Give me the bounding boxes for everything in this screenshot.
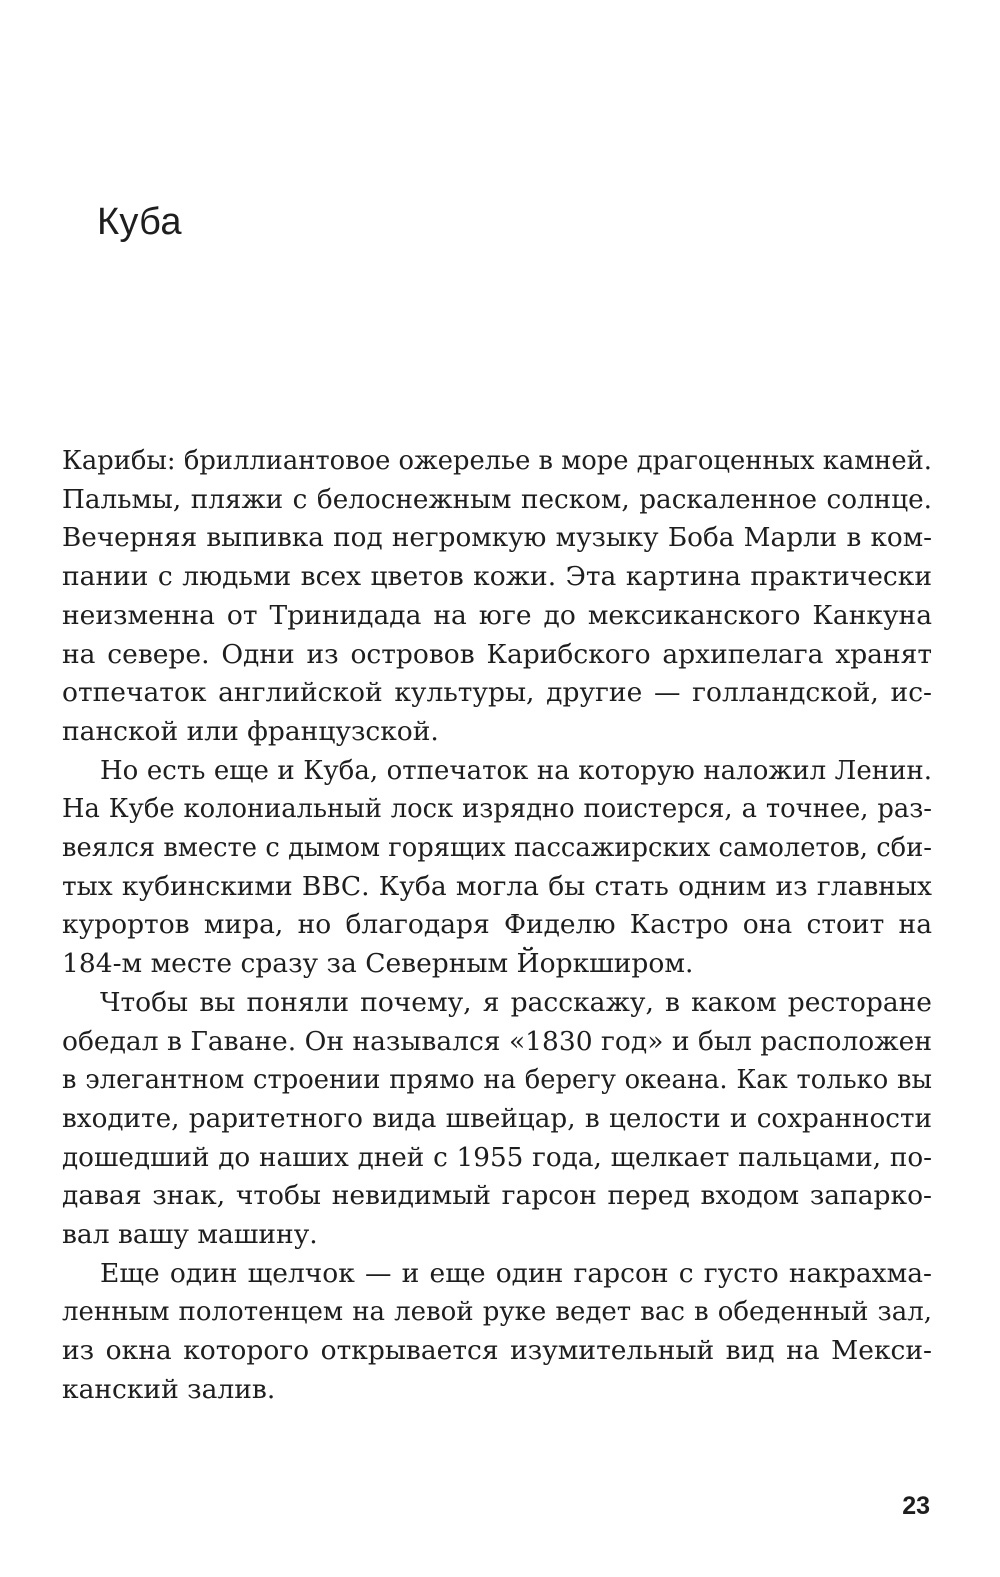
text-line: веялся вместе с дымом горящих пассажирских самолетов, сби- bbox=[62, 833, 932, 864]
text-line: дошедший до наших дней с 1955 года, щелкает пальцами, по- bbox=[62, 1142, 932, 1173]
paragraph bbox=[62, 752, 932, 984]
paragraph bbox=[62, 442, 932, 752]
page-number: 23 bbox=[902, 1492, 930, 1520]
text-line: ленным полотенцем на левой руке ведет вас в обеденный зал, bbox=[62, 1297, 932, 1328]
text-line: Пальмы, пляжи с белоснежным песком, раскаленное солнце. bbox=[62, 484, 932, 515]
body-text bbox=[62, 442, 932, 1410]
text-line: Чтобы вы поняли почему, я расскажу, в каком ресторане bbox=[100, 986, 932, 1018]
text-line: тых кубинскими ВВС. Куба могла бы стать одним из главных bbox=[62, 870, 932, 902]
text-line: Карибы: бриллиантовое ожерелье в море драгоценных камней. bbox=[62, 446, 932, 476]
text-line: отпечаток английской культуры, другие — голландской, ис- bbox=[62, 677, 932, 709]
text-line: канский залив. bbox=[62, 1373, 276, 1405]
text-line: входите, раритетного вида швейцар, в целости и сохранности bbox=[62, 1103, 932, 1134]
text-line: давая знак, чтобы невидимый гарсон перед входом запарко- bbox=[62, 1180, 932, 1212]
text-line: пании с людьми всех цветов кожи. Эта картина практически bbox=[62, 561, 932, 593]
text-line: обедал в Гаване. Он назывался «1830 год» и был расположен bbox=[62, 1025, 932, 1057]
text-line: 184-м месте сразу за Северным Йоркширом. bbox=[62, 948, 694, 980]
paragraph bbox=[62, 984, 932, 1255]
text-line: панской или французской. bbox=[62, 715, 439, 747]
text-line: Еще один щелчок — и еще один гарсон с густо накрахма- bbox=[100, 1257, 932, 1289]
text-line: Но есть еще и Куба, отпечаток на которую наложил Ленин. bbox=[100, 755, 932, 786]
text-line: вал вашу машину. bbox=[62, 1219, 318, 1251]
text-line: На Кубе колониальный лоск изрядно поистерся, а точнее, раз- bbox=[62, 794, 932, 825]
text-line: в элегантном строении прямо на берегу океана. Как только вы bbox=[62, 1065, 932, 1096]
text-line: Вечерняя выпивка под негромкую музыку Боба Марли в ком- bbox=[62, 523, 932, 554]
text-line: из окна которого открывается изумительный вид на Мекси- bbox=[62, 1335, 932, 1367]
paragraph bbox=[62, 1255, 932, 1410]
text-line: на севере. Одни из островов Карибского архипелага хранят bbox=[62, 638, 932, 670]
chapter-title: Куба bbox=[97, 201, 182, 243]
text-line: неизменна от Тринидада на юге до мексиканского Канкуна bbox=[62, 599, 932, 631]
text-line: курортов мира, но благодаря Фиделю Кастро она стоит на bbox=[62, 909, 932, 941]
